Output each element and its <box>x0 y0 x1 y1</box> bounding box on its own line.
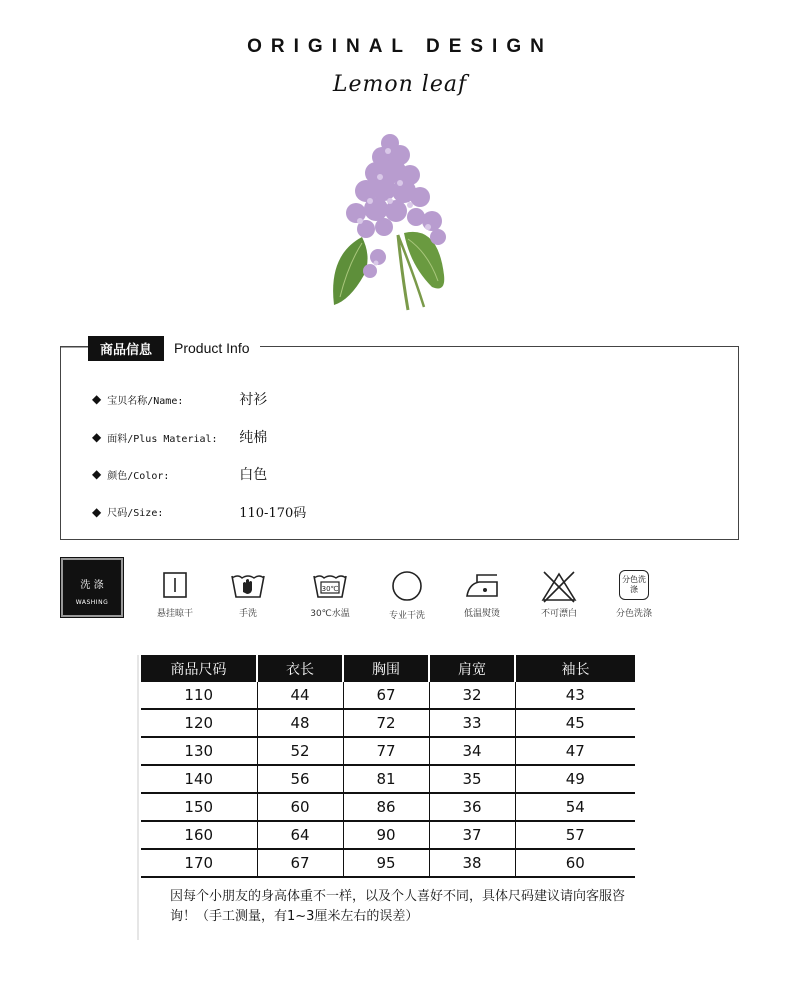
washing-badge-cn: 洗 涤 <box>80 580 104 591</box>
info-row-color <box>92 464 267 484</box>
info-value: 纯棉 <box>239 430 268 446</box>
diamond-bullet-icon: ◆ <box>92 467 102 481</box>
info-row-material <box>92 427 267 447</box>
table-row <box>141 682 635 709</box>
table-header-cell: 肩宽 <box>429 655 515 682</box>
size-note: 因每个小朋友的身高体重不一样，以及个人喜好不同，具体尺码建议请向客服咨询！（手工测量，有1~3厘米左右的误差） <box>170 889 626 924</box>
table-cell: 33 <box>429 709 515 737</box>
table-cell: 44 <box>257 682 343 709</box>
hand-wash-icon <box>229 570 267 600</box>
table-cell: 67 <box>343 682 429 709</box>
table-cell: 64 <box>257 821 343 849</box>
diamond-bullet-icon: ◆ <box>92 430 102 444</box>
care-wash-30 <box>300 570 360 619</box>
table-header-cell: 商品尺码 <box>141 655 257 682</box>
care-hand-wash <box>218 570 278 619</box>
table-cell: 77 <box>343 737 429 765</box>
table-row <box>141 737 635 765</box>
table-cell: 47 <box>515 737 635 765</box>
brand-title: ORIGINAL DESIGN <box>247 36 553 57</box>
table-shadow-edge <box>137 655 139 940</box>
washing-badge <box>61 558 123 617</box>
care-dry-clean <box>377 570 437 621</box>
table-header-cell: 衣长 <box>257 655 343 682</box>
wash-30-icon <box>311 570 349 600</box>
table-cell: 90 <box>343 821 429 849</box>
table-cell: 52 <box>257 737 343 765</box>
iron-low-icon <box>463 570 501 600</box>
info-value: 110-170码 <box>239 506 307 521</box>
table-cell: 86 <box>343 793 429 821</box>
table-row <box>141 765 635 793</box>
product-info-title-en: Product Info <box>174 340 250 356</box>
table-cell: 67 <box>257 849 343 877</box>
info-label: 宝贝名称/Name: <box>107 395 184 407</box>
dry-clean-icon <box>390 570 424 602</box>
table-cell: 38 <box>429 849 515 877</box>
size-table <box>141 655 635 878</box>
table-cell: 130 <box>141 737 257 765</box>
table-cell: 56 <box>257 765 343 793</box>
table-cell: 95 <box>343 849 429 877</box>
table-cell: 140 <box>141 765 257 793</box>
table-row <box>141 849 635 877</box>
table-row <box>141 821 635 849</box>
table-cell: 37 <box>429 821 515 849</box>
care-no-bleach <box>529 570 589 619</box>
box-top-line-left <box>60 346 90 348</box>
info-label: 面料/Plus Material: <box>107 433 218 445</box>
table-cell: 81 <box>343 765 429 793</box>
info-label: 尺码/Size: <box>107 508 164 519</box>
table-cell: 57 <box>515 821 635 849</box>
care-label: 悬挂晾干 <box>156 609 193 619</box>
table-cell: 54 <box>515 793 635 821</box>
table-cell: 34 <box>429 737 515 765</box>
table-cell: 120 <box>141 709 257 737</box>
table-header-cell: 胸围 <box>343 655 429 682</box>
info-row-name <box>92 389 267 409</box>
info-label: 颜色/Color: <box>107 470 170 482</box>
table-cell: 36 <box>429 793 515 821</box>
wash-temp-text: 30℃ <box>321 585 339 593</box>
table-row <box>141 793 635 821</box>
care-label: 30℃水温 <box>310 609 350 619</box>
table-cell: 32 <box>429 682 515 709</box>
info-row-size <box>92 502 306 521</box>
care-label: 低温熨烫 <box>463 609 500 619</box>
diamond-bullet-icon: ◆ <box>92 504 102 519</box>
info-value: 白色 <box>239 467 268 483</box>
table-header-cell: 袖长 <box>515 655 635 682</box>
care-iron-low <box>452 570 512 619</box>
table-cell: 150 <box>141 793 257 821</box>
table-cell: 110 <box>141 682 257 709</box>
table-cell: 49 <box>515 765 635 793</box>
no-bleach-icon <box>540 570 578 604</box>
care-label: 不可漂白 <box>540 609 577 619</box>
care-label: 专业干洗 <box>388 611 425 621</box>
hang-dry-icon <box>160 570 190 600</box>
table-row <box>141 709 635 737</box>
washing-badge-en: WASHING <box>75 599 109 606</box>
table-cell: 43 <box>515 682 635 709</box>
care-hang-dry <box>145 570 205 619</box>
brand-subtitle: Lemon leaf <box>332 72 468 97</box>
table-cell: 170 <box>141 849 257 877</box>
care-label: 分色洗涤 <box>615 609 652 619</box>
table-cell: 45 <box>515 709 635 737</box>
size-table-header <box>141 655 635 682</box>
table-cell: 72 <box>343 709 429 737</box>
product-info-title-cn: 商品信息 <box>88 336 164 361</box>
table-cell: 35 <box>429 765 515 793</box>
table-cell: 48 <box>257 709 343 737</box>
table-cell: 60 <box>515 849 635 877</box>
product-info-header <box>88 337 260 359</box>
wash-separately-icon: 分色洗涤 <box>619 570 649 600</box>
info-value: 衬衫 <box>239 392 268 408</box>
table-cell: 60 <box>257 793 343 821</box>
table-cell: 160 <box>141 821 257 849</box>
lilac-flower-illustration <box>320 125 460 320</box>
diamond-bullet-icon: ◆ <box>92 392 102 406</box>
care-label: 手洗 <box>238 609 257 619</box>
care-wash-separately <box>604 570 664 619</box>
